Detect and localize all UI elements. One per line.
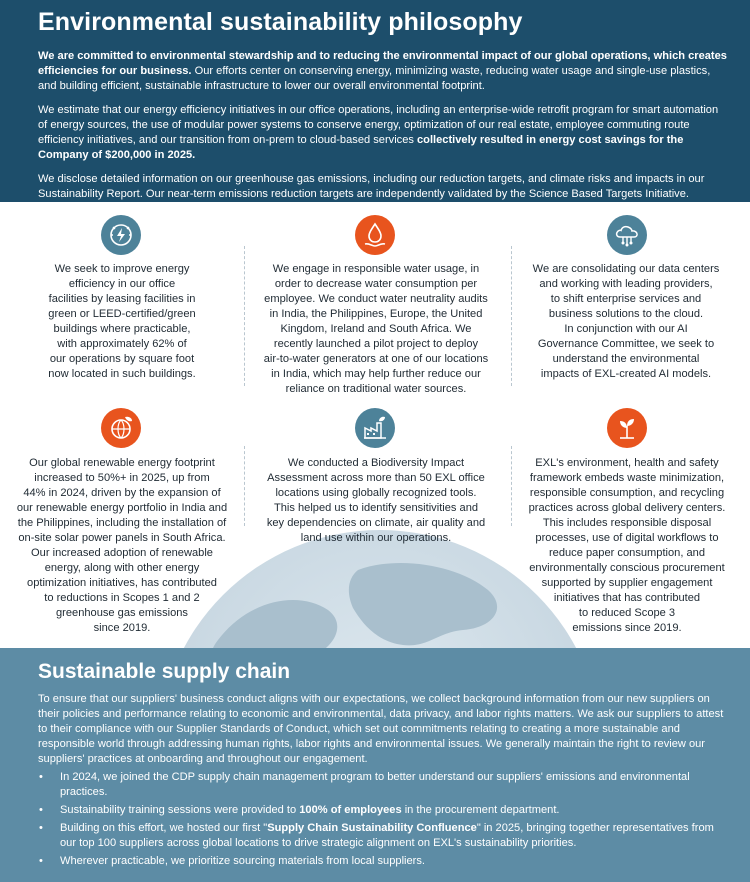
list-item: • Sustainability training sessions were provided to 100% of employees in the procurement department. — [39, 804, 560, 816]
pillar-biodiversity-text: We conducted a Biodiversity Impact Assessment across more than 50 EXL office locations using globally recognized tools. This helped us to identify sensitivities and key dependencies on climate, air quality and land use within our operations. — [266, 457, 486, 544]
philosophy-paragraph-1 — [38, 49, 730, 94]
pillars-section — [0, 202, 750, 648]
column-divider-4 — [511, 446, 512, 526]
cloud-network-icon — [607, 215, 647, 255]
philosophy-title: Environmental sustainability philosophy — [38, 8, 523, 36]
philosophy-paragraph-3: We disclose detailed information on our greenhouse gas emissions, including our reduction targets, and climate risks and impacts in our Sustainability Report. Our near-term emissions reduction targets are independently validated by the Science Based Targets Initiative. — [38, 173, 705, 200]
pillar-water-text: We engage in responsible water usage, in order to decrease water consumption per employee. We conduct water neutrality audits in India, the Philippines, Europe, the United Kingdom, Ireland and South Africa. We recently launched a pilot project to deploy air-to-water generators at one of our locations in India, which may help further reduce our reliance on traditional water sources. — [263, 263, 489, 395]
list-item: • Building on this effort, we hosted our first "Supply Chain Sustainability Confluence" in 2025, bringing together representatives from our top 100 suppliers across global locations to drive strategic alignment on EXL's sustainability priorities. — [39, 822, 714, 849]
globe-leaf-icon — [101, 408, 141, 448]
supply-chain-section — [0, 648, 750, 882]
philosophy-section — [0, 0, 750, 202]
energy-bulb-icon — [101, 215, 141, 255]
supply-chain-list — [38, 770, 730, 869]
pillar-waste-text: EXL's environment, health and safety framework embeds waste minimization, responsible consumption, and recycling practices across global delivery centers. This includes responsible disposal processes, use of digital workflows to reduce paper consumption, and environmentally conscious procurement supported by supplier engagement initiatives that has contributed to reduced Scope 3 emissions since 2019. — [528, 457, 726, 634]
factory-leaf-icon — [355, 408, 395, 448]
plant-sprout-icon — [607, 408, 647, 448]
pillar-renewable-text: Our global renewable energy footprint increased to 50%+ in 2025, up from 44% in 2024, driven by the expansion of our renewable energy portfolio in India and the Philippines, including the installation of on-site solar power panels in South Africa. Our increased adoption of renewable energy, along with other energy optimization initiatives, has contributed to reductions in Scopes 1 and 2 greenhouse gas emissions since 2019. — [16, 457, 228, 634]
list-item: • Wherever practicable, we prioritize sourcing materials from local suppliers. — [39, 855, 425, 867]
supply-chain-intro: To ensure that our suppliers' business conduct aligns with our expectations, we collect background information from our new suppliers on their policies and performance relating to economic and environmental, data privacy, and labor rights matters. We ask our suppliers to attest to their compliance with our Supplier Standards of Conduct, which set out commitments relating to creating a more sustainable and responsible world through addressing human rights, labor rights and environmental issues. We generally maintain the right to review our suppliers' practices at onboarding and throughout our engagement. — [38, 693, 724, 765]
philosophy-p1-bold: We are committed to environmental stewardship and to reducing the environmental impact of our global operations, which creates efficiencies for our business. — [38, 50, 727, 77]
philosophy-p2-bold: collectively resulted in energy cost savings for the Company of $200,000 in 2025. — [38, 134, 684, 161]
column-divider-1 — [244, 246, 245, 386]
pillar-energy-text: We seek to improve energy efficiency in our office facilities by leasing facilities in green or LEED-certified/green buildings where practicable, with approximately 62% of our operations by square foot now located in such buildings. — [48, 263, 196, 380]
philosophy-p1-rest: Our efforts center on conserving energy, minimizing waste, reducing water usage and single-use plastics, and building efficient, sustainable infrastructure to lower our overall environmental footprint. — [38, 65, 711, 92]
column-divider-2 — [511, 246, 512, 386]
philosophy-p2-start: We estimate that our energy efficiency initiatives in our office operations, including an enterprise-wide retrofit program for smart automation of energy sources, the use of modular power systems to conserve energy, optimization of our real estate, employee commuting route efficiency initiatives, and our transition from on-prem to cloud-based services — [38, 104, 719, 146]
list-item: • In 2024, we joined the CDP supply chain management program to better understand our suppliers' emissions and environmental practices. — [39, 771, 690, 798]
column-divider-3 — [244, 446, 245, 526]
water-drop-hand-icon — [355, 215, 395, 255]
philosophy-paragraph-2 — [38, 103, 730, 163]
pillar-cloud-text: We are consolidating our data centers and working with leading providers, to shift enterprise services and business solutions to the cloud. In conjunction with our AI Governance Committee, we seek to understand the environmental impacts of EXL-created AI models. — [532, 263, 720, 380]
supply-chain-title: Sustainable supply chain — [38, 660, 291, 683]
